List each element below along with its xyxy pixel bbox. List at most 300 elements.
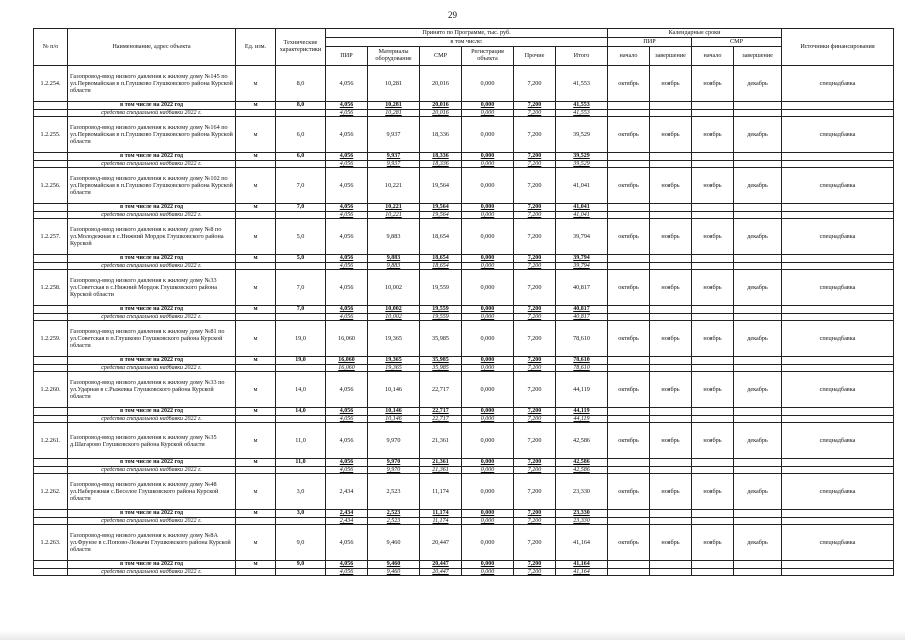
row-end-smr: декабрь bbox=[734, 423, 782, 459]
row-total: 39,794 bbox=[556, 219, 608, 255]
blank-cell bbox=[608, 306, 650, 314]
row-special-allowance-total: 78,610 bbox=[556, 364, 608, 372]
row-special-allowance-smr: 22,717 bbox=[420, 415, 462, 423]
row-special-allowance-pir: 4,056 bbox=[326, 466, 368, 474]
blank-cell bbox=[650, 255, 692, 263]
row-special-allowance-other: 7,200 bbox=[514, 415, 556, 423]
row-other: 7,200 bbox=[514, 270, 556, 306]
row-num: 1.2.262. bbox=[34, 474, 68, 510]
table-row bbox=[34, 372, 894, 408]
row-total-2022-total: 42,586 bbox=[556, 459, 608, 467]
row-special-allowance-label: средства специальной надбавки 2022 г. bbox=[68, 262, 236, 270]
row-start-smr: ноябрь bbox=[692, 270, 734, 306]
row-materials: 10,221 bbox=[368, 168, 420, 204]
row-total-2022-reg: 0,000 bbox=[462, 510, 514, 518]
row-special-allowance-mat: 9,937 bbox=[368, 160, 420, 168]
blank-cell bbox=[650, 211, 692, 219]
row-start-pir: октябрь bbox=[608, 117, 650, 153]
row-special-allowance-length bbox=[276, 160, 326, 168]
row-special-allowance-mat: 10,281 bbox=[368, 109, 420, 117]
row-special-allowance-total: 42,586 bbox=[556, 466, 608, 474]
header-start-pir: начало bbox=[608, 47, 650, 66]
row-end-smr: декабрь bbox=[734, 525, 782, 561]
blank-cell bbox=[34, 109, 68, 117]
row-total-2022-smr: 21,361 bbox=[420, 459, 462, 467]
row-total-2022-unit: м bbox=[236, 255, 276, 263]
row-total-2022-pir: 4,056 bbox=[326, 153, 368, 161]
row-smr: 20,016 bbox=[420, 66, 462, 102]
row-special-allowance-total: 41,041 bbox=[556, 211, 608, 219]
table-row bbox=[34, 117, 894, 153]
row-reg: 0,000 bbox=[462, 474, 514, 510]
row-total-2022 bbox=[34, 306, 894, 314]
row-special-allowance-smr: 11,174 bbox=[420, 517, 462, 525]
blank-cell bbox=[782, 466, 894, 474]
blank-cell bbox=[34, 415, 68, 423]
row-special-allowance-total: 44,119 bbox=[556, 415, 608, 423]
row-special-allowance-smr: 20,447 bbox=[420, 568, 462, 576]
row-total-2022-pir: 2,434 bbox=[326, 510, 368, 518]
row-total-2022-length: 5,0 bbox=[276, 255, 326, 263]
blank-cell bbox=[782, 510, 894, 518]
row-special-allowance-pir: 4,056 bbox=[326, 415, 368, 423]
row-start-smr: ноябрь bbox=[692, 117, 734, 153]
row-length: 8,0 bbox=[276, 66, 326, 102]
blank-cell bbox=[692, 466, 734, 474]
row-total-2022-reg: 0,000 bbox=[462, 408, 514, 416]
row-total-2022-total: 41,553 bbox=[556, 102, 608, 110]
blank-cell bbox=[34, 102, 68, 110]
row-reg: 0,000 bbox=[462, 423, 514, 459]
row-reg: 0,000 bbox=[462, 117, 514, 153]
blank-cell bbox=[692, 517, 734, 525]
row-total-2022-label: в том числе на 2022 год bbox=[68, 408, 236, 416]
blank-cell bbox=[782, 262, 894, 270]
blank-cell bbox=[734, 262, 782, 270]
row-total-2022-label: в том числе на 2022 год bbox=[68, 357, 236, 365]
table-row bbox=[34, 270, 894, 306]
table-row bbox=[34, 423, 894, 459]
row-special-allowance-reg: 0,000 bbox=[462, 262, 514, 270]
row-total-2022 bbox=[34, 153, 894, 161]
row-special-allowance-length bbox=[276, 568, 326, 576]
header-end-smr: завершение bbox=[734, 47, 782, 66]
row-total-2022-pir: 4,056 bbox=[326, 459, 368, 467]
blank-cell bbox=[782, 204, 894, 212]
header-accepted: Принято по Программе, тыс. руб. bbox=[326, 29, 608, 38]
row-total-2022-unit: м bbox=[236, 153, 276, 161]
row-special-allowance-smr: 19,559 bbox=[420, 313, 462, 321]
row-special-allowance-pir: 16,060 bbox=[326, 364, 368, 372]
row-total-2022-smr: 19,564 bbox=[420, 204, 462, 212]
row-special-allowance bbox=[34, 415, 894, 423]
blank-cell bbox=[650, 510, 692, 518]
row-start-pir: октябрь bbox=[608, 423, 650, 459]
row-end-pir: ноябрь bbox=[650, 372, 692, 408]
row-pir: 4,056 bbox=[326, 117, 368, 153]
row-unit: м bbox=[236, 321, 276, 357]
blank-cell bbox=[734, 568, 782, 576]
row-special-allowance-smr: 20,016 bbox=[420, 109, 462, 117]
row-total-2022 bbox=[34, 561, 894, 569]
row-materials: 9,937 bbox=[368, 117, 420, 153]
row-num: 1.2.263. bbox=[34, 525, 68, 561]
row-source: спецнадбавка bbox=[782, 117, 894, 153]
row-special-allowance-mat: 10,146 bbox=[368, 415, 420, 423]
row-name: Газопровод-ввод низкого давления к жилому дому №81 по ул.Советская в п.Глушково Глушковского района Курской области bbox=[68, 321, 236, 357]
row-special-allowance-other: 7,200 bbox=[514, 211, 556, 219]
row-other: 7,200 bbox=[514, 66, 556, 102]
row-special-allowance-mat: 9,460 bbox=[368, 568, 420, 576]
row-total-2022-length: 11,0 bbox=[276, 459, 326, 467]
blank-cell bbox=[608, 262, 650, 270]
blank-cell bbox=[650, 306, 692, 314]
row-name: Газопровод-ввод низкого давления к жилому дому №164 по ул.Первомайская в п.Глушково Глушковского района Курской области bbox=[68, 117, 236, 153]
row-total-2022-mat: 10,002 bbox=[368, 306, 420, 314]
row-total: 78,610 bbox=[556, 321, 608, 357]
row-total-2022-mat: 19,365 bbox=[368, 357, 420, 365]
row-special-allowance-pir: 4,056 bbox=[326, 262, 368, 270]
row-total-2022-other: 7,200 bbox=[514, 306, 556, 314]
row-source: спецнадбавка bbox=[782, 372, 894, 408]
row-pir: 16,060 bbox=[326, 321, 368, 357]
table-row bbox=[34, 219, 894, 255]
row-total-2022-pir: 4,056 bbox=[326, 255, 368, 263]
row-special-allowance-label: средства специальной надбавки 2022 г. bbox=[68, 517, 236, 525]
row-total-2022-smr: 35,985 bbox=[420, 357, 462, 365]
row-source: спецнадбавка bbox=[782, 270, 894, 306]
row-start-smr: ноябрь bbox=[692, 525, 734, 561]
row-unit: м bbox=[236, 168, 276, 204]
blank-cell bbox=[692, 415, 734, 423]
blank-cell bbox=[782, 364, 894, 372]
row-special-allowance-other: 7,200 bbox=[514, 262, 556, 270]
blank-cell bbox=[734, 204, 782, 212]
blank-cell bbox=[608, 466, 650, 474]
blank-cell bbox=[608, 510, 650, 518]
table-row bbox=[34, 321, 894, 357]
row-special-allowance-reg: 0,000 bbox=[462, 109, 514, 117]
header-calendar: Календарные сроки bbox=[608, 29, 782, 38]
blank-cell bbox=[34, 568, 68, 576]
row-total: 41,041 bbox=[556, 168, 608, 204]
blank-cell bbox=[650, 357, 692, 365]
header-name: Наименование, адрес объекта bbox=[68, 29, 236, 66]
row-total: 42,586 bbox=[556, 423, 608, 459]
row-materials: 10,002 bbox=[368, 270, 420, 306]
row-other: 7,200 bbox=[514, 168, 556, 204]
row-length: 7,0 bbox=[276, 168, 326, 204]
row-start-smr: ноябрь bbox=[692, 321, 734, 357]
row-total-2022-other: 7,200 bbox=[514, 510, 556, 518]
blank-cell bbox=[782, 109, 894, 117]
row-smr: 21,361 bbox=[420, 423, 462, 459]
blank-cell bbox=[692, 561, 734, 569]
blank-cell bbox=[692, 204, 734, 212]
row-unit: м bbox=[236, 219, 276, 255]
row-special-allowance-label: средства специальной надбавки 2022 г. bbox=[68, 313, 236, 321]
row-special-allowance-other: 7,200 bbox=[514, 517, 556, 525]
header-other: Прочие bbox=[514, 47, 556, 66]
row-start-smr: ноябрь bbox=[692, 66, 734, 102]
header-tech: Технические характеристики bbox=[276, 29, 326, 66]
row-source: спецнадбавка bbox=[782, 321, 894, 357]
row-special-allowance-pir: 4,056 bbox=[326, 160, 368, 168]
row-total-2022-pir: 4,056 bbox=[326, 306, 368, 314]
row-special-allowance-length bbox=[276, 109, 326, 117]
row-materials: 10,281 bbox=[368, 66, 420, 102]
row-total-2022-mat: 9,883 bbox=[368, 255, 420, 263]
row-total-2022-total: 41,041 bbox=[556, 204, 608, 212]
row-total-2022 bbox=[34, 255, 894, 263]
row-num: 1.2.260. bbox=[34, 372, 68, 408]
program-table bbox=[33, 28, 894, 576]
blank-cell bbox=[650, 408, 692, 416]
row-total-2022-smr: 22,717 bbox=[420, 408, 462, 416]
row-total-2022-length: 6,0 bbox=[276, 153, 326, 161]
table-row bbox=[34, 168, 894, 204]
row-unit: м bbox=[236, 423, 276, 459]
row-source: спецнадбавка bbox=[782, 474, 894, 510]
blank-cell bbox=[608, 153, 650, 161]
blank-cell bbox=[34, 204, 68, 212]
blank-cell bbox=[608, 160, 650, 168]
row-special-allowance-other: 7,200 bbox=[514, 160, 556, 168]
row-length: 7,0 bbox=[276, 270, 326, 306]
blank-cell bbox=[650, 415, 692, 423]
row-end-smr: декабрь bbox=[734, 168, 782, 204]
row-special-allowance bbox=[34, 568, 894, 576]
blank-cell bbox=[692, 211, 734, 219]
row-total-2022-length: 14,0 bbox=[276, 408, 326, 416]
blank-cell bbox=[34, 364, 68, 372]
row-end-smr: декабрь bbox=[734, 474, 782, 510]
row-other: 7,200 bbox=[514, 321, 556, 357]
blank-cell bbox=[608, 561, 650, 569]
row-total-2022-pir: 4,056 bbox=[326, 561, 368, 569]
row-special-allowance-unit bbox=[236, 568, 276, 576]
row-special-allowance-total: 23,330 bbox=[556, 517, 608, 525]
row-total-2022-label: в том числе на 2022 год bbox=[68, 306, 236, 314]
blank-cell bbox=[734, 415, 782, 423]
blank-cell bbox=[650, 160, 692, 168]
row-special-allowance-reg: 0,000 bbox=[462, 211, 514, 219]
blank-cell bbox=[692, 510, 734, 518]
row-reg: 0,000 bbox=[462, 168, 514, 204]
row-special-allowance-reg: 0,000 bbox=[462, 568, 514, 576]
row-reg: 0,000 bbox=[462, 66, 514, 102]
row-total: 44,119 bbox=[556, 372, 608, 408]
row-total-2022 bbox=[34, 408, 894, 416]
row-special-allowance-smr: 18,336 bbox=[420, 160, 462, 168]
row-special-allowance-smr: 35,985 bbox=[420, 364, 462, 372]
row-start-pir: октябрь bbox=[608, 525, 650, 561]
row-total-2022-total: 39,529 bbox=[556, 153, 608, 161]
row-total-2022-reg: 0,000 bbox=[462, 204, 514, 212]
header-start-smr: начало bbox=[692, 47, 734, 66]
row-special-allowance-pir: 4,056 bbox=[326, 211, 368, 219]
blank-cell bbox=[782, 306, 894, 314]
row-special-allowance-length bbox=[276, 313, 326, 321]
blank-cell bbox=[692, 160, 734, 168]
row-total: 41,164 bbox=[556, 525, 608, 561]
row-smr: 19,564 bbox=[420, 168, 462, 204]
header-materials: Материалы оборудование bbox=[368, 47, 420, 66]
row-start-pir: октябрь bbox=[608, 66, 650, 102]
row-unit: м bbox=[236, 525, 276, 561]
row-special-allowance-mat: 9,883 bbox=[368, 262, 420, 270]
blank-cell bbox=[734, 466, 782, 474]
blank-cell bbox=[782, 160, 894, 168]
header-total: Итого bbox=[556, 47, 608, 66]
blank-cell bbox=[34, 306, 68, 314]
row-end-smr: декабрь bbox=[734, 270, 782, 306]
blank-cell bbox=[34, 313, 68, 321]
blank-cell bbox=[608, 568, 650, 576]
row-total-2022-other: 7,200 bbox=[514, 255, 556, 263]
row-special-allowance-unit bbox=[236, 109, 276, 117]
row-special-allowance bbox=[34, 466, 894, 474]
blank-cell bbox=[650, 262, 692, 270]
row-total-2022-label: в том числе на 2022 год bbox=[68, 255, 236, 263]
row-special-allowance-mat: 19,365 bbox=[368, 364, 420, 372]
header-unit: Ед. изм. bbox=[236, 29, 276, 66]
row-end-pir: ноябрь bbox=[650, 423, 692, 459]
row-smr: 18,654 bbox=[420, 219, 462, 255]
row-total-2022-unit: м bbox=[236, 459, 276, 467]
row-special-allowance-unit bbox=[236, 160, 276, 168]
blank-cell bbox=[34, 357, 68, 365]
row-total-2022-pir: 4,056 bbox=[326, 204, 368, 212]
row-total-2022-mat: 10,281 bbox=[368, 102, 420, 110]
blank-cell bbox=[34, 561, 68, 569]
row-total-2022-smr: 20,447 bbox=[420, 561, 462, 569]
row-end-smr: декабрь bbox=[734, 66, 782, 102]
row-special-allowance-unit bbox=[236, 262, 276, 270]
row-pir: 4,056 bbox=[326, 525, 368, 561]
row-end-smr: декабрь bbox=[734, 219, 782, 255]
row-materials: 9,883 bbox=[368, 219, 420, 255]
row-special-allowance-total: 41,164 bbox=[556, 568, 608, 576]
row-special-allowance-label: средства специальной надбавки 2022 г. bbox=[68, 364, 236, 372]
blank-cell bbox=[692, 262, 734, 270]
blank-cell bbox=[650, 204, 692, 212]
row-special-allowance-unit bbox=[236, 211, 276, 219]
row-special-allowance-other: 7,200 bbox=[514, 568, 556, 576]
blank-cell bbox=[734, 160, 782, 168]
blank-cell bbox=[734, 364, 782, 372]
blank-cell bbox=[782, 211, 894, 219]
blank-cell bbox=[734, 561, 782, 569]
row-special-allowance-total: 41,553 bbox=[556, 109, 608, 117]
row-length: 11,0 bbox=[276, 423, 326, 459]
row-other: 7,200 bbox=[514, 525, 556, 561]
row-total-2022-reg: 0,000 bbox=[462, 306, 514, 314]
row-special-allowance-other: 7,200 bbox=[514, 109, 556, 117]
program-table-sheet bbox=[33, 28, 893, 576]
row-num: 1.2.255. bbox=[34, 117, 68, 153]
row-other: 7,200 bbox=[514, 219, 556, 255]
blank-cell bbox=[782, 568, 894, 576]
row-special-allowance-unit bbox=[236, 466, 276, 474]
row-end-pir: ноябрь bbox=[650, 168, 692, 204]
blank-cell bbox=[608, 204, 650, 212]
row-unit: м bbox=[236, 117, 276, 153]
blank-cell bbox=[650, 466, 692, 474]
row-special-allowance-total: 40,817 bbox=[556, 313, 608, 321]
row-total-2022-length: 7,0 bbox=[276, 306, 326, 314]
row-special-allowance-length bbox=[276, 466, 326, 474]
blank-cell bbox=[734, 211, 782, 219]
row-total-2022-smr: 18,654 bbox=[420, 255, 462, 263]
row-special-allowance-reg: 0,000 bbox=[462, 415, 514, 423]
row-pir: 4,056 bbox=[326, 66, 368, 102]
row-pir: 2,434 bbox=[326, 474, 368, 510]
blank-cell bbox=[692, 408, 734, 416]
blank-cell bbox=[734, 408, 782, 416]
row-special-allowance-length bbox=[276, 517, 326, 525]
row-special-allowance-label: средства специальной надбавки 2022 г. bbox=[68, 415, 236, 423]
row-special-allowance-label: средства специальной надбавки 2022 г. bbox=[68, 160, 236, 168]
row-special-allowance bbox=[34, 211, 894, 219]
row-start-smr: ноябрь bbox=[692, 474, 734, 510]
row-total-2022-total: 78,610 bbox=[556, 357, 608, 365]
row-special-allowance-total: 39,529 bbox=[556, 160, 608, 168]
blank-cell bbox=[692, 313, 734, 321]
blank-cell bbox=[34, 510, 68, 518]
row-special-allowance-pir: 4,056 bbox=[326, 313, 368, 321]
row-total-2022-reg: 0,000 bbox=[462, 561, 514, 569]
blank-cell bbox=[734, 313, 782, 321]
row-total-2022-other: 7,200 bbox=[514, 459, 556, 467]
row-source: спецнадбавка bbox=[782, 168, 894, 204]
row-total-2022 bbox=[34, 102, 894, 110]
row-end-pir: ноябрь bbox=[650, 117, 692, 153]
row-num: 1.2.254. bbox=[34, 66, 68, 102]
row-smr: 19,559 bbox=[420, 270, 462, 306]
table-header bbox=[34, 29, 894, 66]
blank-cell bbox=[650, 364, 692, 372]
row-total-2022-length: 8,0 bbox=[276, 102, 326, 110]
row-total-2022-unit: м bbox=[236, 306, 276, 314]
row-special-allowance-mat: 2,523 bbox=[368, 517, 420, 525]
row-num: 1.2.258. bbox=[34, 270, 68, 306]
row-other: 7,200 bbox=[514, 474, 556, 510]
row-start-smr: ноябрь bbox=[692, 372, 734, 408]
row-end-smr: декабрь bbox=[734, 117, 782, 153]
table-row bbox=[34, 474, 894, 510]
row-total-2022-label: в том числе на 2022 год bbox=[68, 510, 236, 518]
scan-edge bbox=[0, 630, 905, 640]
row-start-smr: ноябрь bbox=[692, 423, 734, 459]
row-special-allowance-unit bbox=[236, 517, 276, 525]
row-length: 14,0 bbox=[276, 372, 326, 408]
blank-cell bbox=[608, 517, 650, 525]
row-total-2022-reg: 0,000 bbox=[462, 459, 514, 467]
row-total-2022-other: 7,200 bbox=[514, 102, 556, 110]
header-cal-smr: СМР bbox=[692, 38, 782, 47]
blank-cell bbox=[692, 364, 734, 372]
row-start-pir: октябрь bbox=[608, 270, 650, 306]
header-cal-pir: ПИР bbox=[608, 38, 692, 47]
blank-cell bbox=[608, 357, 650, 365]
row-total-2022 bbox=[34, 459, 894, 467]
row-total-2022-unit: м bbox=[236, 510, 276, 518]
row-num: 1.2.257. bbox=[34, 219, 68, 255]
row-special-allowance-smr: 21,361 bbox=[420, 466, 462, 474]
row-total-2022-reg: 0,000 bbox=[462, 102, 514, 110]
row-special-allowance-pir: 4,056 bbox=[326, 568, 368, 576]
